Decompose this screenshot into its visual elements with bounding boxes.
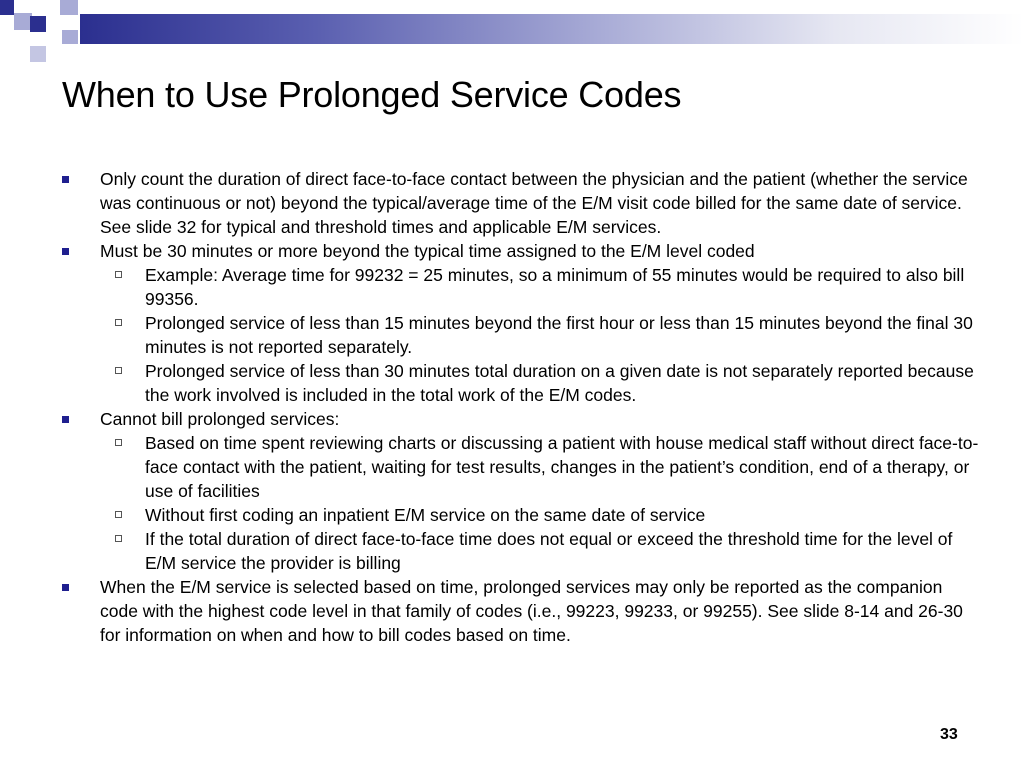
slide-number: 33 bbox=[940, 726, 958, 743]
bullet-item: Must be 30 minutes or more beyond the typical time assigned to the E/M level coded bbox=[62, 239, 982, 263]
bullet-item: Cannot bill prolonged services: bbox=[62, 407, 982, 431]
bullet-list bbox=[62, 167, 982, 647]
sub-bullet-item: Without first coding an inpatient E/M service on the same date of service bbox=[62, 503, 982, 527]
deco-square-dark-1 bbox=[0, 0, 14, 15]
header-gradient-bar bbox=[80, 14, 1024, 44]
slide-title: When to Use Prolonged Service Codes bbox=[62, 74, 682, 115]
sub-bullet-item: Based on time spent reviewing charts or discussing a patient with house medical staff without direct face-to-face contact with the patient, waiting for test results, changes in the patient’s condition, end of a therapy, or use of facilities bbox=[62, 431, 982, 503]
bullet-item: When the E/M service is selected based on time, prolonged services may only be reported as the companion code with the highest code level in that family of codes (i.e., 99223, 99233, or 99255). See slide 8-14 and 26-30 for information on when and how to bill codes based on time. bbox=[62, 575, 982, 647]
bullet-item: Only count the duration of direct face-to-face contact between the physician and the patient (whether the service was continuous or not) beyond the typical/average time of the E/M visit code billed for the same date of service. See slide 32 for typical and threshold times and applicable E/M services. bbox=[62, 167, 982, 239]
deco-square-dark-2 bbox=[30, 16, 46, 32]
sub-bullet-item: If the total duration of direct face-to-face time does not equal or exceed the threshold time for the level of E/M service the provider is billing bbox=[62, 527, 982, 575]
deco-square-light-4 bbox=[30, 46, 46, 62]
sub-bullet-item: Prolonged service of less than 30 minutes total duration on a given date is not separately reported because the work involved is included in the total work of the E/M codes. bbox=[62, 359, 982, 407]
deco-square-light-2 bbox=[60, 0, 78, 15]
deco-square-light-3 bbox=[62, 30, 78, 44]
sub-bullet-item: Example: Average time for 99232 = 25 minutes, so a minimum of 55 minutes would be required to also bill 99356. bbox=[62, 263, 982, 311]
sub-bullet-item: Prolonged service of less than 15 minutes beyond the first hour or less than 15 minutes beyond the final 30 minutes is not reported separately. bbox=[62, 311, 982, 359]
